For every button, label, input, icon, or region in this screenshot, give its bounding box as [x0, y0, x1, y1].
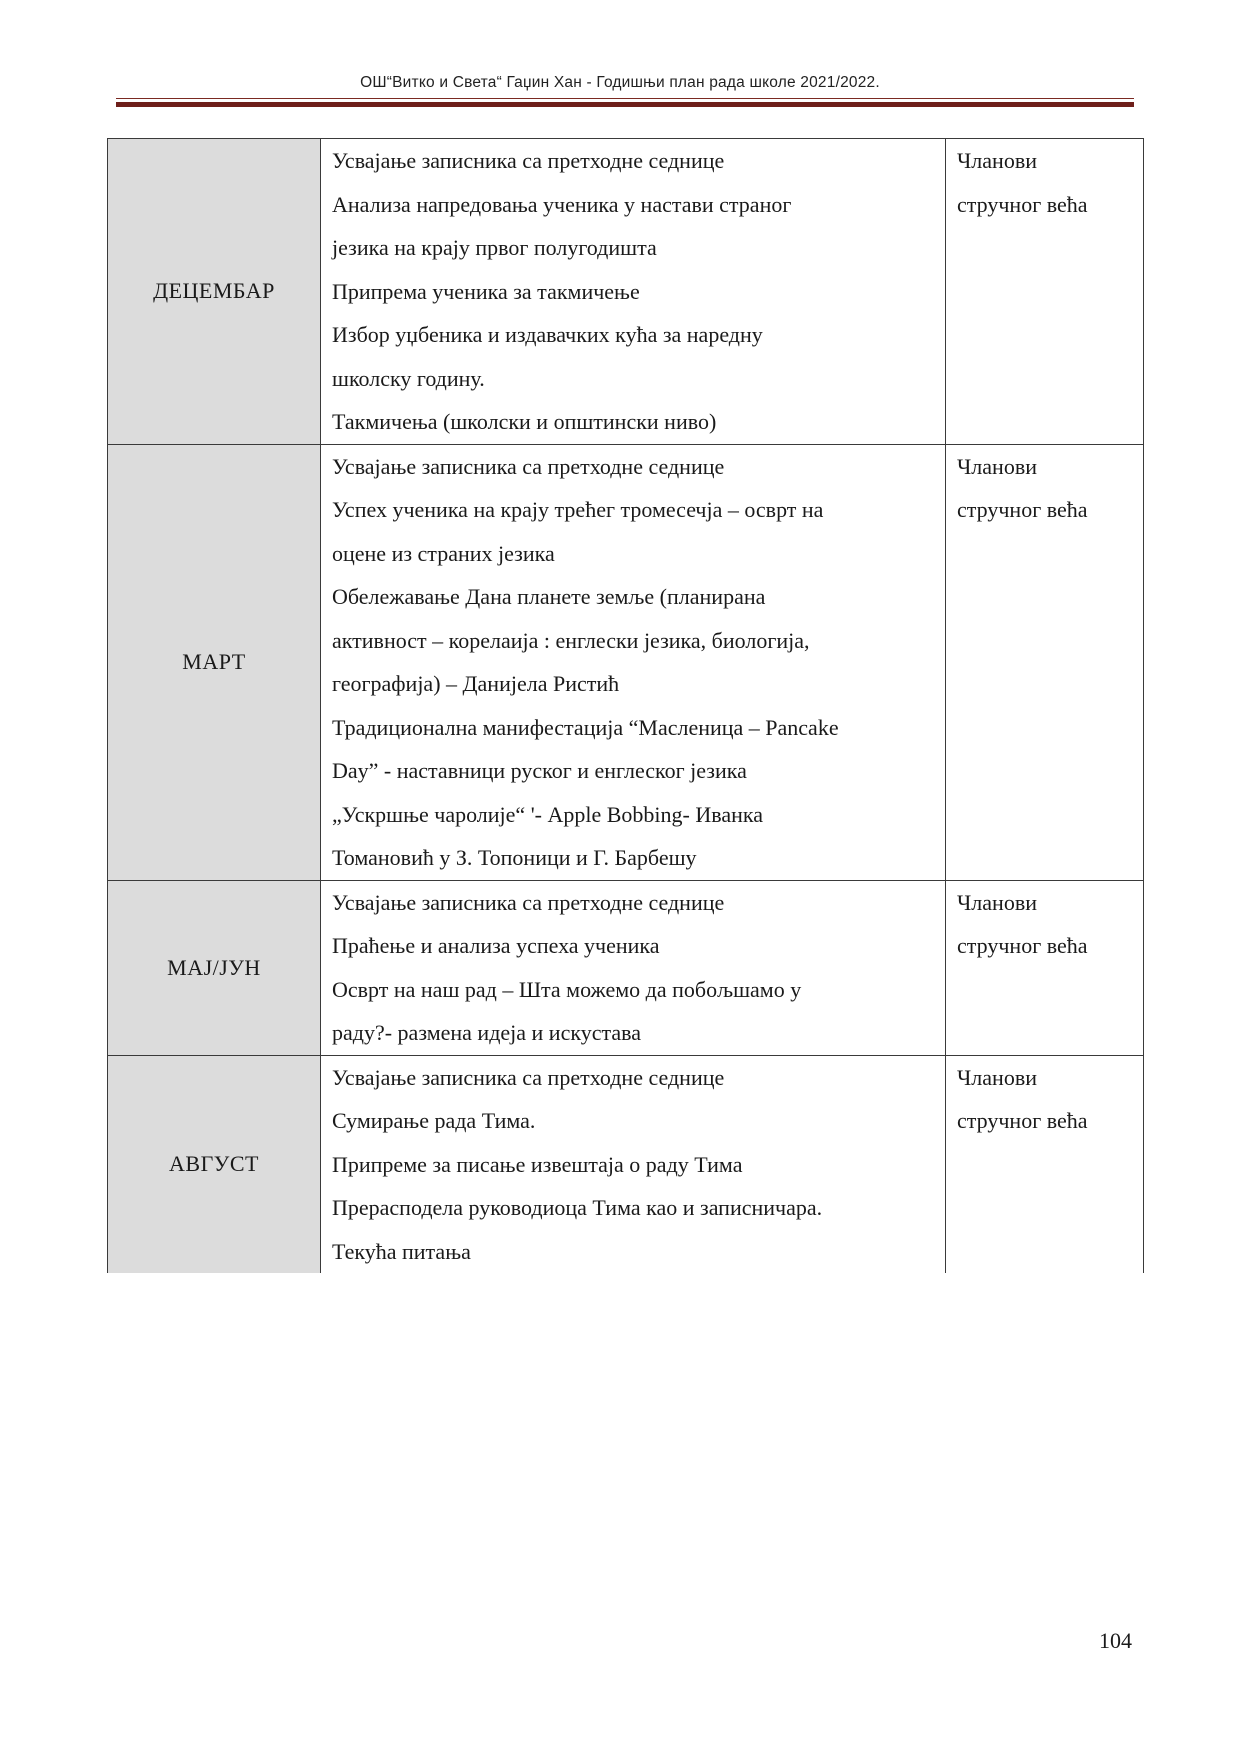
page-header: ОШ“Витко и Света“ Гаџин Хан - Годишњи план рада школе 2021/2022. [360, 74, 880, 91]
activity-line: раду?- размена идеја и искустава [332, 1020, 641, 1045]
activities-cell [321, 880, 946, 1055]
activity-line: језика на крају првог полугодишта [332, 235, 657, 260]
activity-line: Анализа напредовања ученика у настави страног [332, 191, 792, 217]
activity-line: Day” - наставници руског и енглеског језика [332, 758, 747, 783]
table-row [108, 444, 1144, 880]
activity-line: Избор уџбеника и издавачких кућа за наредну [332, 322, 763, 347]
activity-line: активност – корелаија : енглески језика, биологија, [332, 627, 810, 653]
activity-line: Успех ученика на крају трећег тромесечја – осврт на [332, 497, 824, 522]
activity-line: географија) – Данијела Ристић [332, 671, 620, 696]
activities-cell [321, 139, 946, 445]
responsible-line: стручног већа [957, 933, 1088, 958]
responsible-line: стручног већа [957, 497, 1088, 522]
page-number: 104 [1099, 1628, 1132, 1653]
activities-cell [321, 444, 946, 880]
activity-line: Праћење и анализа успеха ученика [332, 933, 660, 958]
activity-line: Усвајање записника са претходне седнице [332, 889, 725, 915]
work-plan-table [107, 138, 1144, 1273]
activity-line: оцене из страних језика [332, 540, 555, 566]
activity-line: Припрема ученика за такмичење [332, 278, 640, 304]
activity-line: Прерасподела руководиоца Тима као и записничара. [332, 1195, 823, 1220]
month-cell: АВГУСТ [108, 1055, 321, 1273]
table-row [108, 139, 1144, 445]
activity-line: Текућа питања [332, 1238, 471, 1264]
activity-line: Припреме за писање извештаја о раду Тима [332, 1151, 743, 1177]
month-cell: МАРТ [108, 444, 321, 880]
responsible-line: стручног већа [957, 1108, 1088, 1133]
responsible-line: Чланови [957, 148, 1037, 173]
responsible-cell [946, 880, 1144, 1055]
activity-line: Сумирање рада Тима. [332, 1108, 536, 1133]
activity-line: Традиционална манифестација “Масленица – Pancake [332, 714, 839, 740]
activity-line: Обележавање Дана планете земље (планирана [332, 584, 766, 609]
responsible-cell [946, 1055, 1144, 1273]
activity-line: Томановић у З. Топоници и Г. Барбешу [332, 845, 697, 870]
responsible-line: Чланови [957, 453, 1037, 479]
month-cell: ДЕЦЕМБАР [108, 139, 321, 445]
responsible-line: Чланови [957, 1064, 1037, 1090]
month-cell: МАЈ/ЈУН [108, 880, 321, 1055]
header-rule-thick [116, 102, 1134, 107]
table-row [108, 1055, 1144, 1273]
header-rule-thin [116, 98, 1134, 99]
responsible-line: Чланови [957, 889, 1037, 915]
activity-line: Усвајање записника са претходне седнице [332, 148, 725, 173]
table-row [108, 880, 1144, 1055]
activity-line: школску годину. [332, 365, 485, 391]
activities-cell [321, 1055, 946, 1273]
activity-line: „Ускршње чаролије“ '- Apple Bobbing- Иванка [332, 801, 764, 827]
responsible-cell [946, 444, 1144, 880]
responsible-cell [946, 139, 1144, 445]
activity-line: Такмичења (школски и општински ниво) [332, 409, 717, 434]
activity-line: Усвајање записника са претходне седнице [332, 453, 725, 479]
responsible-line: стручног већа [957, 191, 1088, 217]
activity-line: Осврт на наш рад – Шта можемо да побољшамо у [332, 976, 802, 1002]
activity-line: Усвајање записника са претходне седнице [332, 1064, 725, 1090]
